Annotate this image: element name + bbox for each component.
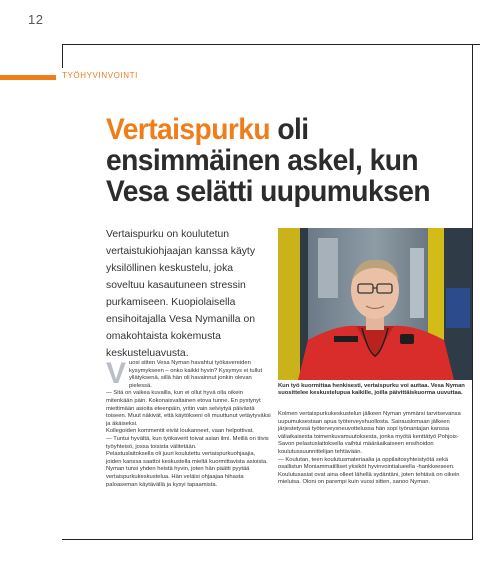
body-column-left [106, 357, 271, 489]
body-paragraph: — Sitä on vaikea kuvailla, kun ei ollut hyvä olla oikein mitenkään päin. Kokonaisvaltainen etova tunne. En pystynyt miettimään asioita eteenpäin, yritin vain selviytyä päivästä toiseen. Muut näkivät, että käytökseni oli muuttunut vetäytyväksi ja äkäiseksi. [106, 390, 271, 427]
frame-line-bottom [62, 539, 473, 540]
frame-line-left [62, 44, 63, 68]
lead-paragraph: Vertaispurku on koulutetun vertaistukiohjaajan kanssa käyty yksilöllinen keskustelu, joka soveltuu kasautuneen stressin purkamiseen. Kuopiolaisella ensihoitajalla Vesa Nymanilla on omakohtaista kokemusta keskusteluavusta. [106, 229, 256, 359]
section-label: TYÖHYVINVOINTI [62, 71, 138, 80]
body-paragraph: — Koulutan, teen koulutusmateriaalia ja oppilaitosyhteistyötä sekä osallistun Moniammatilliset yksiköt hyvinvointialueella -hankkeeseen. Koulutusasiat ovat aina olleet lähellä sydäntäni, joten tehtävä on oikein mieluisa. Oloni on parempi kuin vuosi sitten, sanoo Nyman. [278, 456, 460, 486]
dropcap: V [106, 357, 127, 390]
body-paragraph: Pelastuslaitoksella oli juuri koulutettu vertaispurkuohjaajia, joiden kanssa saattoi keskustella mieltä kuormittavista asioista. Nyman tunsi yhden heistä hyvin, joten hän päätti pyytää vertaispurkukeskustelua. Hän veläisi ohjaajaa hihasta paloaseman käytävällä ja kysyi tapaamista. [106, 451, 268, 488]
headline-accent: Vertaispurku [106, 113, 271, 146]
body-paragraph: — Tuntui hyvältä, kun työkaverit toivat asian ilmi. Meillä on tiivis työyhteisö, jossa toisista välitetään. [106, 435, 269, 450]
page-number: 12 [28, 12, 44, 27]
section-accent-bar [0, 75, 56, 80]
body-paragraph: Kolmen vertaispurkukeskustelun jälkeen Nyman ymmärsi tarvitsevansa uupumuksestaan apua työterveyshuollosta. Sairauslomaan jälkeen järjestetyssä työterveysneuvottelussa hän sopi työnantajan kanssa väliaikaisesta toimenkuvamuutoksesta, jonka myötä kenttätyö Pohjois-Savon pelastuslaitoksella vaihtui määräaikaiseen ensihoidon koulutussuunnittelijan tehtävään. [278, 411, 461, 455]
portrait-photo [278, 228, 472, 380]
headline [106, 114, 444, 207]
body-paragraph: uosi sitten Vesa Nyman havahtui työkavereiden kysymykseen – onko kaikki hyvin? Kysymys ei tullut yllätyksenä, sillä hän oli havainnut jonkin olevan pielessä. [129, 360, 263, 389]
frame-line-top [62, 44, 480, 45]
body-column-right [278, 411, 468, 487]
portrait-illustration [278, 228, 472, 380]
frame-line-right [472, 44, 473, 540]
photo-caption: Kun työ kuormittaa henkisesti, vertaispurku voi auttaa. Vesa Nyman suosittelee keskustelupua kaikille, joilla päivittäiskuorma uuvuttaa. [278, 383, 465, 397]
headline-rest: oli ensimmäinen askel, kun Vesa selätti uupumuksen [106, 113, 430, 208]
body-paragraph: Kollegoiden kommentit eivät loukanneet, vaan helpottivat. [106, 428, 254, 435]
